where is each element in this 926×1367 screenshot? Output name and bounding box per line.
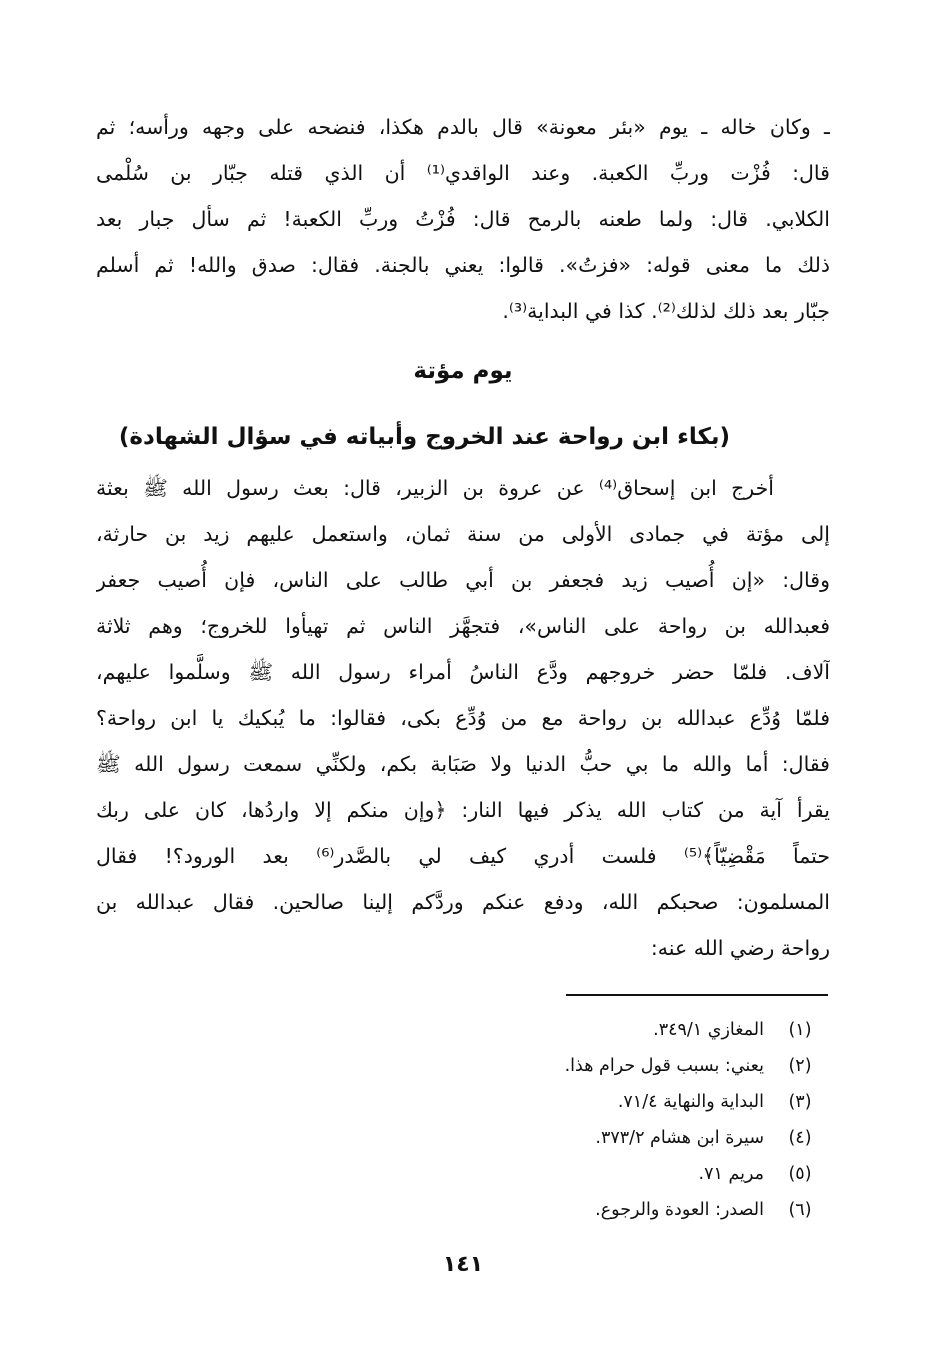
text-line: جبّار بعد ذلك لذلك⁽²⁾. كذا في البداية⁽³⁾. <box>502 299 830 323</box>
footnote-item <box>402 1084 822 1120</box>
footnote-text: يعني: بسبب قول حرام هذا. <box>564 1056 764 1076</box>
footnote-number: (٣) <box>788 1092 812 1112</box>
section-heading: يوم مؤتة <box>413 358 513 384</box>
text-line: ذلك ما معنى قوله: «فزتُ». قالوا: يعني بالجنة. فقال: صدق والله! ثم أسلم <box>96 253 830 277</box>
text-line: المسلمون: صحبكم الله، ودفع عنكم وردَّكم إلينا صالحين. فقال عبدالله بن <box>96 890 830 914</box>
footnote-text: البداية والنهاية ٧١/٤. <box>617 1092 764 1112</box>
footnote-item <box>402 1012 822 1048</box>
text-line: ـ وكان خاله ـ يوم «بئر معونة» قال بالدم هكذا، فنضحه على وجهه ورأسه؛ ثم <box>96 115 830 139</box>
text-line: حتماً مَقْضِيّاً﴾⁽⁵⁾ فلست أدري كيف لي بالصَّدر⁽⁶⁾ بعد الورود؟! فقال <box>96 844 830 868</box>
text-line: وقال: «إن أُصيب زيد فجعفر بن أبي طالب على الناس، فإن أُصيب جعفر <box>96 568 830 592</box>
footnote-item <box>402 1156 822 1192</box>
text-line: إلى مؤتة في جمادى الأولى من سنة ثمان، واستعمل عليهم زيد بن حارثة، <box>96 522 830 546</box>
footnote-text: الصدر: العودة والرجوع. <box>595 1200 764 1220</box>
text-line: قال: فُزْت وربِّ الكعبة. وعند الواقدي⁽¹⁾ أن الذي قتله جبّار بن سُلْمى <box>96 161 830 185</box>
page-number: ١٤١ <box>442 1252 484 1277</box>
footnote-item <box>402 1048 822 1084</box>
footnote-text: مريم ٧١. <box>698 1164 764 1184</box>
footnotes <box>402 1012 822 1228</box>
footnote-number: (٤) <box>788 1128 812 1148</box>
footnote-item <box>402 1192 822 1228</box>
footnote-divider <box>566 994 828 996</box>
text-line: فلمّا وُدِّع عبدالله بن رواحة مع من وُدِّع بكى، فقالوا: ما يُبكيك يا ابن رواحة؟ <box>96 706 830 730</box>
text-line: الكلابي. قال: ولما طعنه بالرمح قال: فُزْتُ وربِّ الكعبة! ثم سأل جبار بعد <box>96 207 830 231</box>
text-line: رواحة رضي الله عنه: <box>650 936 830 960</box>
text-line: فعبدالله بن رواحة على الناس»، فتجهَّز الناس ثم تهيأوا للخروج؛ وهم ثلاثة <box>96 614 830 638</box>
footnote-text: سيرة ابن هشام ٣٧٣/٢. <box>595 1128 764 1148</box>
footnote-number: (٢) <box>788 1056 812 1076</box>
text-line: أخرج ابن إسحاق⁽⁴⁾ عن عروة بن الزبير، قال: بعث رسول الله ﷺ بعثة <box>96 476 774 500</box>
section-subheading: (بكاء ابن رواحة عند الخروج وأبياته في سؤال الشهادة) <box>118 424 730 450</box>
footnote-number: (١) <box>788 1020 812 1040</box>
text-line: يقرأ آية من كتاب الله يذكر فيها النار: ﴿وإن منكم إلا واردُها، كان على ربك <box>96 798 830 822</box>
footnote-number: (٥) <box>788 1164 812 1184</box>
footnote-number: (٦) <box>788 1200 812 1220</box>
footnote-text: المغازي ٣٤٩/١. <box>653 1020 764 1040</box>
footnote-item <box>402 1120 822 1156</box>
text-line: فقال: أما والله ما بي حبُّ الدنيا ولا صَبَابة بكم، ولكنِّي سمعت رسول الله ﷺ <box>96 752 830 776</box>
top-paragraph <box>96 104 830 334</box>
main-paragraph <box>96 465 830 971</box>
text-line: آلاف. فلمّا حضر خروجهم ودَّع الناسُ أمراء رسول الله ﷺ وسلَّموا عليهم، <box>96 660 830 684</box>
